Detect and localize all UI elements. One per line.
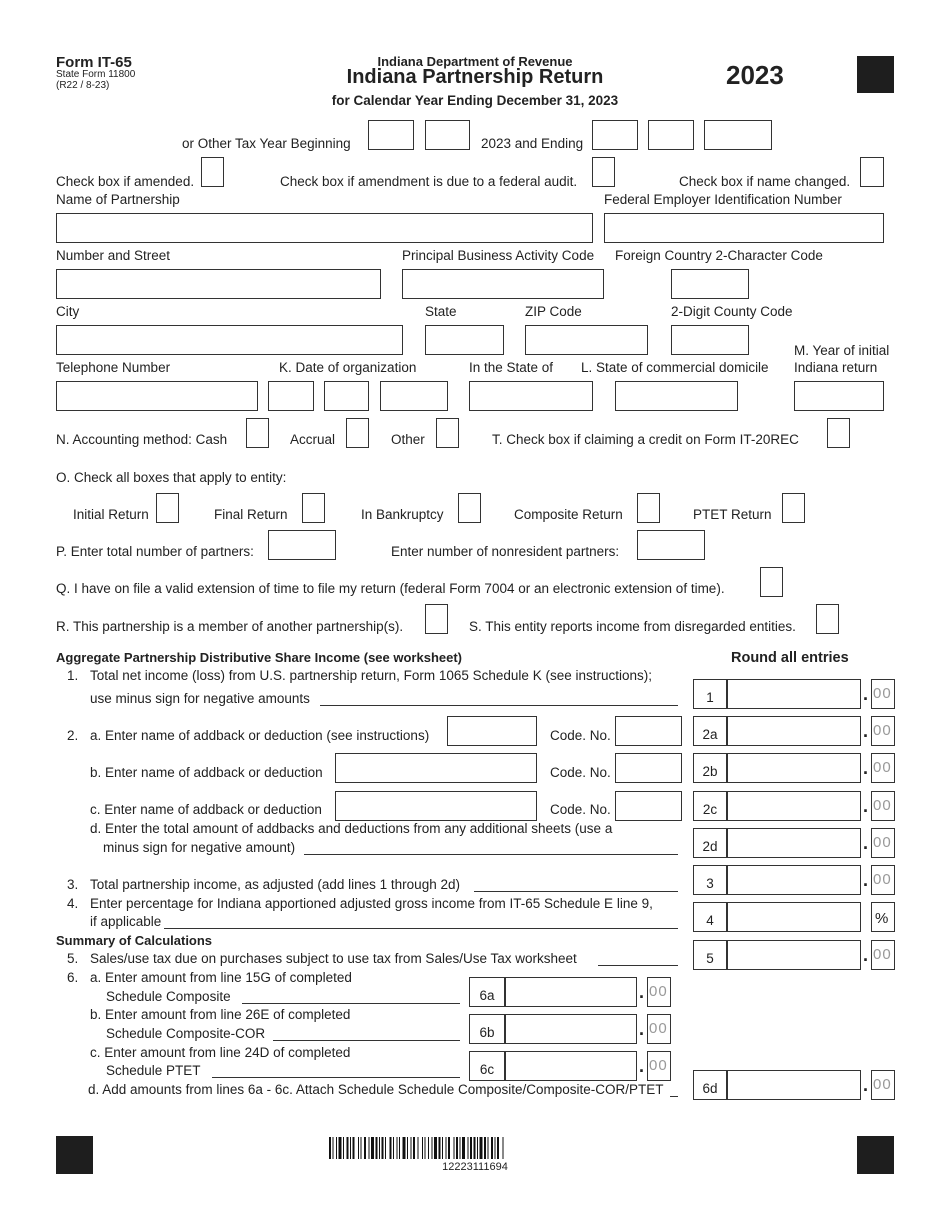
street-label: Number and Street xyxy=(56,248,171,263)
line-1-text: Total net income (loss) from U.S. partnership return, Form 1065 Schedule K (see instructions); xyxy=(90,668,652,683)
amount-5-label: 5 xyxy=(706,951,714,966)
amount-2b-cents: 00 xyxy=(873,759,892,776)
ending-label: 2023 and Ending xyxy=(481,136,584,151)
date-org-label: K. Date of organization xyxy=(279,360,417,375)
line-2b-code-label: Code. No. xyxy=(550,765,611,780)
barcode-bar xyxy=(446,1137,447,1159)
accounting-accrual-checkbox[interactable] xyxy=(346,418,369,448)
initial-return-checkbox[interactable] xyxy=(156,493,179,523)
amount-6b-decimal: . xyxy=(639,1019,645,1039)
amount-6d-decimal: . xyxy=(863,1075,869,1095)
barcode-bar xyxy=(484,1137,486,1159)
amount-2c-cents: 00 xyxy=(873,797,892,814)
amount-5-input[interactable] xyxy=(727,940,861,970)
line-6c-text-2: Schedule PTET xyxy=(106,1063,201,1078)
barcode-bar xyxy=(434,1137,437,1159)
summary-heading: Summary of Calculations xyxy=(56,933,213,948)
form-title: Indiana Partnership Return xyxy=(346,66,604,88)
line-2b-name-input[interactable] xyxy=(335,753,537,783)
state-form-number: State Form 11800 xyxy=(56,69,136,80)
extension-label: Q. I have on file a valid extension of time to file my return (federal Form 7004 or an electronic extension of time). xyxy=(56,581,725,596)
line-3-text: Total partnership income, as adjusted (add lines 1 through 2d) xyxy=(90,877,460,892)
line-3-leader xyxy=(474,891,678,892)
section-aggregate-title: Aggregate Partnership Distributive Share Income (see worksheet) xyxy=(56,650,463,665)
federal-audit-label: Check box if amendment is due to a federal audit. xyxy=(280,174,578,189)
disregarded-entities-checkbox[interactable] xyxy=(816,604,839,634)
state-label: State xyxy=(425,304,457,319)
barcode-bar xyxy=(382,1137,384,1159)
accounting-accrual-label: Accrual xyxy=(290,432,336,447)
line-2c-text: c. Enter name of addback or deduction xyxy=(90,802,322,817)
amount-1-cents: 00 xyxy=(873,685,892,702)
year-initial-input[interactable] xyxy=(794,381,884,411)
barcode-bar xyxy=(364,1137,366,1159)
line-2d-text: d. Enter the total amount of addbacks and deductions from any additional sheets (use a xyxy=(90,821,613,836)
barcode-bar xyxy=(432,1137,433,1159)
barcode-bar xyxy=(399,1137,400,1159)
amount-2d-cents: 00 xyxy=(873,834,892,851)
barcode-bar xyxy=(456,1137,458,1159)
ptet-return-label: PTET Return xyxy=(693,507,772,522)
end-year-input[interactable] xyxy=(704,120,772,150)
commercial-domicile-input[interactable] xyxy=(615,381,738,411)
barcode-bar xyxy=(376,1137,378,1159)
amount-4-label: 4 xyxy=(706,913,714,928)
barcode-bar xyxy=(358,1137,359,1159)
amount-5-cents: 00 xyxy=(873,946,892,963)
amount-6b-cents: 00 xyxy=(649,1020,668,1037)
amount-2c-decimal: . xyxy=(863,796,869,816)
barcode-bar xyxy=(339,1137,342,1159)
city-label: City xyxy=(56,304,80,319)
amount-6a-decimal: . xyxy=(639,982,645,1002)
line-1-number: 1. xyxy=(67,668,79,683)
accounting-cash-checkbox[interactable] xyxy=(246,418,269,448)
barcode-bar xyxy=(495,1137,496,1159)
line-2a-name-input[interactable] xyxy=(447,716,537,746)
street-input[interactable] xyxy=(56,269,381,299)
line-6b-leader xyxy=(273,1040,460,1041)
line-4-text: Enter percentage for Indiana apportioned adjusted gross income from IT-65 Schedule E line 9, xyxy=(90,896,653,911)
line-2a-text: a. Enter name of addback or deduction (see instructions) xyxy=(90,728,430,743)
line-6b-text-2: Schedule Composite-COR xyxy=(106,1026,266,1041)
line-2b-code-input[interactable] xyxy=(615,753,682,783)
end-month-input[interactable] xyxy=(592,120,638,150)
year-initial-label-2: Indiana return xyxy=(794,360,878,375)
accounting-other-checkbox[interactable] xyxy=(436,418,459,448)
partnership-name-label: Name of Partnership xyxy=(56,192,180,207)
barcode-bar xyxy=(343,1137,344,1159)
foreign-country-label: Foreign Country 2-Character Code xyxy=(615,248,823,263)
barcode-bar xyxy=(329,1137,331,1159)
line-6-number: 6. xyxy=(67,970,79,985)
pba-code-input[interactable] xyxy=(402,269,604,299)
begin-day-input[interactable] xyxy=(425,120,470,150)
barcode-bar xyxy=(448,1137,450,1159)
amount-3-cents: 00 xyxy=(873,871,892,888)
line-6a-text-2: Schedule Composite xyxy=(106,989,231,1004)
foreign-country-input[interactable] xyxy=(671,269,749,299)
amount-2c-input[interactable] xyxy=(727,791,861,821)
amount-2d-decimal: . xyxy=(863,833,869,853)
barcode-bar xyxy=(442,1137,443,1159)
line-2b-text: b. Enter name of addback or deduction xyxy=(90,765,323,780)
barcode-bar xyxy=(353,1137,355,1159)
form-subtitle: for Calendar Year Ending December 31, 2023 xyxy=(331,93,619,108)
barcode-bar xyxy=(428,1137,429,1159)
other-tax-year-label: or Other Tax Year Beginning xyxy=(182,136,351,151)
barcode-bar xyxy=(477,1137,478,1159)
county-label: 2-Digit County Code xyxy=(671,304,793,319)
zip-input[interactable] xyxy=(525,325,648,355)
amount-6a-cents: 00 xyxy=(649,983,668,1000)
barcode-bar xyxy=(385,1137,386,1159)
year-initial-label: M. Year of initial xyxy=(794,343,890,358)
composite-return-label: Composite Return xyxy=(514,507,623,522)
barcode-bar xyxy=(350,1137,351,1159)
partnership-name-input[interactable] xyxy=(56,213,593,243)
telephone-label: Telephone Number xyxy=(56,360,171,375)
line-1-leader xyxy=(320,705,678,706)
amount-4-percent: % xyxy=(875,910,889,927)
barcode-bar xyxy=(470,1137,472,1159)
tax-year: 2023 xyxy=(726,60,784,90)
amount-6a-input[interactable] xyxy=(505,977,637,1007)
line-5-leader xyxy=(598,965,678,966)
total-partners-label: P. Enter total number of partners: xyxy=(56,544,254,559)
line-5-number: 5. xyxy=(67,951,79,966)
amount-6c-cents: 00 xyxy=(649,1057,668,1074)
line-4-number: 4. xyxy=(67,896,79,911)
nonresident-partners-input[interactable] xyxy=(637,530,705,560)
date-org-year-input[interactable] xyxy=(380,381,448,411)
amount-1-input[interactable] xyxy=(727,679,861,709)
line-3-number: 3. xyxy=(67,877,79,892)
name-changed-checkbox[interactable] xyxy=(860,157,884,187)
entity-heading: O. Check all boxes that apply to entity: xyxy=(56,470,287,485)
federal-audit-checkbox[interactable] xyxy=(592,157,615,187)
line-2a-code-label: Code. No. xyxy=(550,728,611,743)
pba-code-label: Principal Business Activity Code xyxy=(402,248,595,263)
barcode-bar xyxy=(454,1137,455,1159)
in-state-input[interactable] xyxy=(469,381,593,411)
date-org-day-input[interactable] xyxy=(324,381,369,411)
line-6d-text: d. Add amounts from lines 6a - 6c. Attach Schedule Schedule Composite/Composite-COR/PTET xyxy=(88,1082,664,1097)
department-name: Indiana Department of Revenue xyxy=(377,54,573,69)
it20rec-checkbox[interactable] xyxy=(827,418,850,448)
barcode-bar xyxy=(397,1137,398,1159)
barcode-bar xyxy=(403,1137,406,1159)
extension-checkbox[interactable] xyxy=(760,567,783,597)
initial-return-label: Initial Return xyxy=(73,507,149,522)
line-2c-code-input[interactable] xyxy=(615,791,682,821)
form-revision: (R22 / 8-23) xyxy=(56,80,110,91)
line-2c-code-label: Code. No. xyxy=(550,802,611,817)
zip-label: ZIP Code xyxy=(525,304,582,319)
amount-3-label: 3 xyxy=(706,876,714,891)
barcode-bar xyxy=(474,1137,476,1159)
amount-6c-decimal: . xyxy=(639,1056,645,1076)
amount-2a-cents: 00 xyxy=(873,722,892,739)
round-entries-note: Round all entries xyxy=(731,650,849,666)
amount-2b-decimal: . xyxy=(863,758,869,778)
amount-4-input[interactable] xyxy=(727,902,861,932)
in-state-label: In the State of xyxy=(469,360,554,375)
barcode-bar xyxy=(411,1137,412,1159)
amount-2b-label: 2b xyxy=(702,764,718,779)
amount-2a-decimal: . xyxy=(863,721,869,741)
barcode-bar xyxy=(488,1137,489,1159)
amount-1-label: 1 xyxy=(706,690,714,705)
total-partners-input[interactable] xyxy=(268,530,336,560)
amended-checkbox[interactable] xyxy=(201,157,224,187)
barcode-bar xyxy=(497,1137,499,1159)
end-day-input[interactable] xyxy=(648,120,694,150)
final-return-checkbox[interactable] xyxy=(302,493,325,523)
line-6a-leader xyxy=(242,1003,460,1004)
line-2c-name-input[interactable] xyxy=(335,791,537,821)
accounting-cash-label: N. Accounting method: Cash xyxy=(56,432,228,447)
line-2a-code-input[interactable] xyxy=(615,716,682,746)
final-return-label: Final Return xyxy=(214,507,288,522)
it20rec-label: T. Check box if claiming a credit on Form IT-20REC xyxy=(492,432,799,447)
barcode-bar xyxy=(468,1137,469,1159)
amount-5-decimal: . xyxy=(863,945,869,965)
barcode-bar xyxy=(460,1137,461,1159)
member-partnership-checkbox[interactable] xyxy=(425,604,448,634)
composite-return-checkbox[interactable] xyxy=(637,493,660,523)
barcode-bar xyxy=(369,1137,370,1159)
accounting-other-label: Other xyxy=(391,432,425,447)
barcode-bar xyxy=(333,1137,334,1159)
county-input[interactable] xyxy=(671,325,749,355)
amount-2d-input[interactable] xyxy=(727,828,861,858)
barcode-bar xyxy=(425,1137,426,1159)
barcode-bar xyxy=(336,1137,337,1159)
barcode-number: 12223111694 xyxy=(442,1161,508,1173)
bankruptcy-checkbox[interactable] xyxy=(458,493,481,523)
amount-6d-cents: 00 xyxy=(873,1076,892,1093)
barcode-bar xyxy=(371,1137,374,1159)
state-input[interactable] xyxy=(425,325,504,355)
member-partnership-label: R. This partnership is a member of another partnership(s). xyxy=(56,619,404,634)
amended-label: Check box if amended. xyxy=(56,174,195,189)
barcode-bar xyxy=(347,1137,349,1159)
commercial-domicile-label: L. State of commercial domicile xyxy=(581,360,769,375)
amount-6a-label: 6a xyxy=(479,988,495,1003)
barcode xyxy=(329,1137,621,1159)
line-6c-leader xyxy=(212,1077,460,1078)
nonresident-partners-label: Enter number of nonresident partners: xyxy=(391,544,620,559)
barcode-bar xyxy=(418,1137,419,1159)
amount-2a-label: 2a xyxy=(702,727,718,742)
disregarded-entities-label: S. This entity reports income from disregarded entities. xyxy=(469,619,796,634)
barcode-bar xyxy=(390,1137,392,1159)
amount-6c-label: 6c xyxy=(479,1062,495,1077)
line-6b-text: b. Enter amount from line 26E of completed xyxy=(90,1007,351,1022)
line-5-text: Sales/use tax due on purchases subject to use tax from Sales/Use Tax worksheet xyxy=(90,951,577,966)
amount-6d-input[interactable] xyxy=(727,1070,861,1100)
barcode-bar xyxy=(379,1137,380,1159)
line-2d-text-2: minus sign for negative amount) xyxy=(103,840,296,855)
name-changed-label: Check box if name changed. xyxy=(679,174,851,189)
amount-2b-input[interactable] xyxy=(727,753,861,783)
line-6a-text: a. Enter amount from line 15G of completed xyxy=(90,970,352,985)
fein-label: Federal Employer Identification Number xyxy=(604,192,842,207)
fein-input[interactable] xyxy=(604,213,884,243)
line-4-leader xyxy=(164,928,678,929)
telephone-input[interactable] xyxy=(56,381,258,411)
amount-2c-label: 2c xyxy=(702,802,718,817)
amount-3-decimal: . xyxy=(863,870,869,890)
amount-6c-input[interactable] xyxy=(505,1051,637,1081)
barcode-bar xyxy=(439,1137,441,1159)
barcode-bar xyxy=(413,1137,415,1159)
amount-2d-label: 2d xyxy=(702,839,718,854)
line-4-text-2: if applicable xyxy=(90,914,162,929)
barcode-bar xyxy=(393,1137,394,1159)
barcode-bar xyxy=(503,1137,504,1159)
amount-6b-input[interactable] xyxy=(505,1014,637,1044)
amount-1-decimal: . xyxy=(863,684,869,704)
line-6d-leader xyxy=(670,1096,678,1097)
line-2-number: 2. xyxy=(67,728,79,743)
barcode-bar xyxy=(462,1137,465,1159)
barcode-bar xyxy=(491,1137,493,1159)
line-2d-leader xyxy=(304,854,678,855)
amount-6b-label: 6b xyxy=(479,1025,495,1040)
barcode-bar xyxy=(480,1137,483,1159)
barcode-bar xyxy=(407,1137,408,1159)
amount-3-input[interactable] xyxy=(727,865,861,895)
amount-6d-label: 6d xyxy=(702,1081,718,1096)
ptet-return-checkbox[interactable] xyxy=(782,493,805,523)
form-id: Form IT-65 xyxy=(56,54,132,71)
date-org-month-input[interactable] xyxy=(268,381,314,411)
barcode-bar xyxy=(422,1137,423,1159)
city-input[interactable] xyxy=(56,325,403,355)
bankruptcy-label: In Bankruptcy xyxy=(361,507,444,522)
line-1-text-2: use minus sign for negative amounts xyxy=(90,691,310,706)
line-6c-text: c. Enter amount from line 24D of completed xyxy=(90,1045,351,1060)
barcode-bar xyxy=(361,1137,362,1159)
begin-month-input[interactable] xyxy=(368,120,414,150)
amount-2a-input[interactable] xyxy=(727,716,861,746)
